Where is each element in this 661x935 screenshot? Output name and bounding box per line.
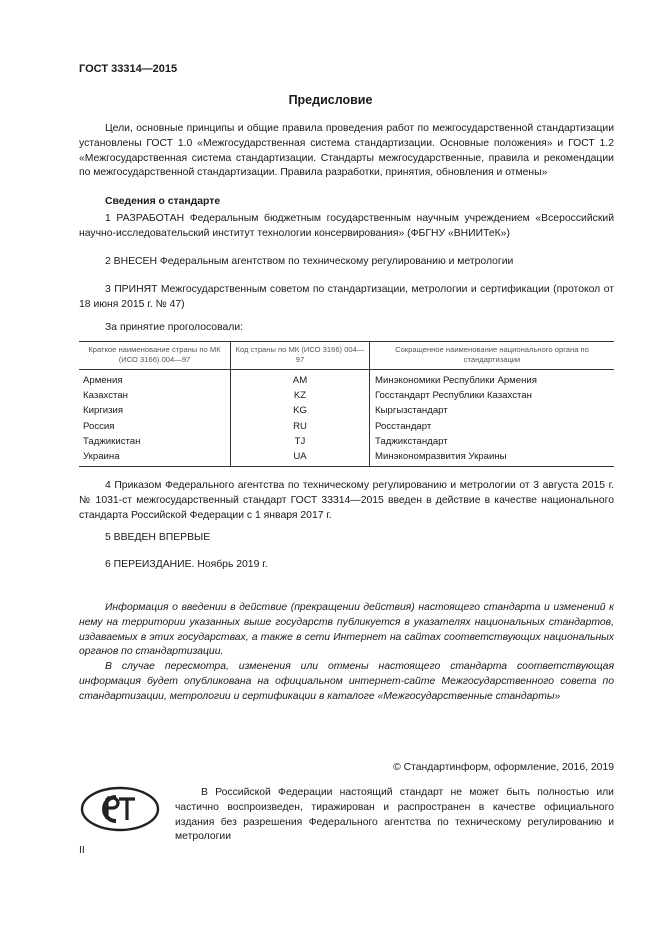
item-3: 3 ПРИНЯТ Межгосударственным советом по стандартизации, метрологии и сертификации (протокол от 18 июня 2015 г. № 47) — [79, 284, 614, 310]
page-number: II — [79, 845, 85, 856]
rst-logo-icon — [79, 785, 161, 833]
code-cell: RU — [231, 419, 370, 434]
table-row — [79, 449, 614, 467]
item-4: 4 Приказом Федерального агентства по техническому регулированию и метрологии от 3 августа 2015 г. № 1031-ст межгосударственный стандарт ГОСТ 33314—2015 введен в действие в качестве национального стандарта Российской Федерации с 1 января 2017 г. — [79, 480, 614, 521]
page-title: Предисловие — [288, 93, 373, 107]
table-row — [79, 388, 614, 403]
countries-table — [79, 341, 614, 467]
body-cell: Росстандарт — [370, 419, 615, 434]
vote-label: За принятие проголосовали: — [105, 322, 244, 333]
table-row — [79, 419, 614, 434]
body-cell: Минэкономики Республики Армения — [370, 370, 615, 389]
table-row — [79, 434, 614, 449]
item-5: 5 ВВЕДЕН ВПЕРВЫЕ — [105, 532, 211, 543]
country-cell: Киргизия — [83, 405, 124, 417]
info-paragraph-1: Информация о введении в действие (прекращении действия) настоящего стандарта и изменений к нему на территории указанных выше государств публикуется в указателях национальных стандартов, издаваемых в этих государствах, а также в сети Интернет на сайтах соответствующих национальных органов по стандартизации. — [79, 602, 614, 658]
body-cell: Таджикстандарт — [370, 434, 615, 449]
body-cell: Госстандарт Республики Казахстан — [370, 388, 615, 403]
item-1: 1 РАЗРАБОТАН Федеральным бюджетным государственным научным учреждением «Всероссийский научно-исследовательский институт технологии консервирования» (ФБГНУ «ВНИИТеК») — [79, 213, 614, 239]
code-cell: UA — [231, 449, 370, 467]
code-cell: TJ — [231, 434, 370, 449]
code-cell: KZ — [231, 388, 370, 403]
table-row — [79, 403, 614, 418]
code-cell: AM — [231, 370, 370, 389]
item-6: 6 ПЕРЕИЗДАНИЕ. Ноябрь 2019 г. — [105, 559, 268, 570]
country-cell: Армения — [83, 375, 123, 386]
intro-paragraph: Цели, основные принципы и общие правила проведения работ по межгосударственной стандартизации установлены ГОСТ 1.0 «Межгосударственная система стандартизации. Основные положения» и ГОСТ 1.2 «Межгосударственная система стандартизации. Стандарты межгосударственные, правила и рекомендации по межгосударственной стандартизации. Правила разработки, принятия, обновления и отмены» — [79, 123, 614, 179]
body-cell: Минэкономразвития Украины — [370, 449, 615, 467]
column-header-code: Код страны по МК (ИСО 3166) 004—97 — [231, 342, 370, 370]
column-header-country: Краткое наименование страны по МК (ИСО 3166) 004—97 — [79, 342, 231, 370]
table-header-row — [79, 342, 614, 370]
item-2: 2 ВНЕСЕН Федеральным агентством по техническому регулированию и метрологии — [105, 256, 514, 267]
info-paragraph-2: В случае пересмотра, изменения или отмены настоящего стандарта соответствующая информация будет опубликована на официальном интернет-сайте Межгосударственного совета по стандартизации, метрологии и сертификации в каталоге «Межгосударственные стандарты» — [79, 661, 614, 702]
document-code: ГОСТ 33314—2015 — [79, 63, 178, 75]
country-cell: Россия — [83, 420, 115, 432]
code-cell: KG — [231, 403, 370, 418]
copyright: © Стандартинформ, оформление, 2016, 2019 — [393, 762, 614, 773]
body-cell: Кыргызстандарт — [370, 403, 615, 418]
country-cell: Таджикистан — [83, 435, 141, 447]
country-cell: Казахстан — [83, 390, 128, 402]
table-row — [79, 370, 614, 389]
country-cell: Украина — [79, 449, 231, 467]
subheading: Сведения о стандарте — [105, 196, 221, 207]
reproduction-notice: В Российской Федерации настоящий стандарт не может быть полностью или частично воспроизведен, тиражирован и распространен в качестве официального издания без разрешения Федерального агентства по техническому регулированию и метрологии — [175, 787, 614, 843]
column-header-body: Сокращенное наименование национального органа по стандартизации — [370, 342, 615, 370]
